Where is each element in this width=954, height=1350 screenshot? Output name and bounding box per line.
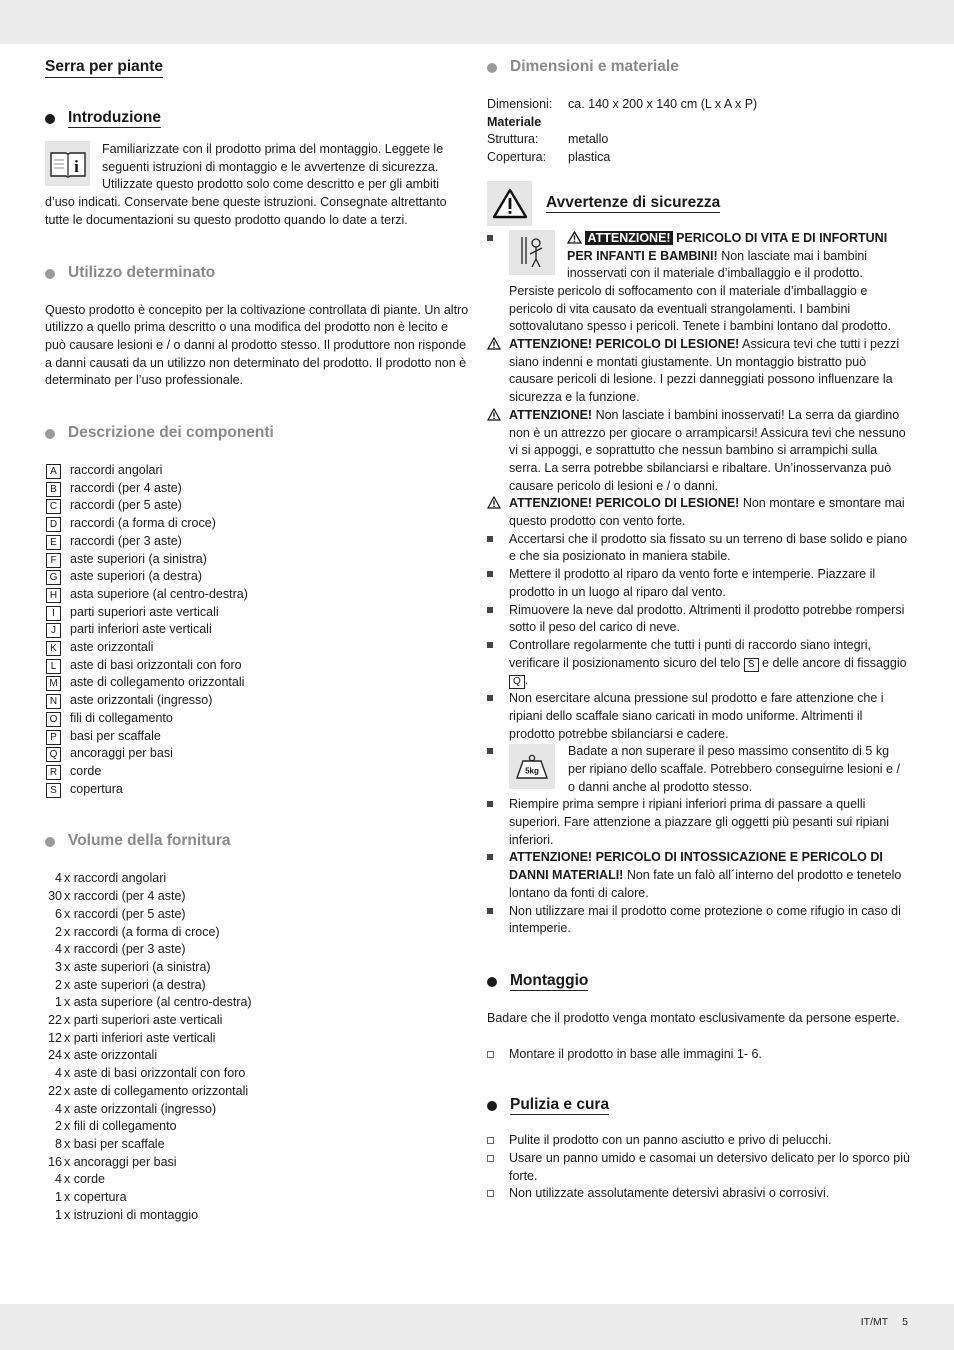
delivery-label: x aste superiori (a destra) <box>64 977 206 992</box>
quantity: 1 <box>55 1190 62 1205</box>
component-item <box>45 657 470 675</box>
quantity: 1 <box>55 995 62 1010</box>
component-key: G <box>46 570 61 585</box>
quantity: 2 <box>55 1119 62 1134</box>
safety-item-weight: 5kg Badate a non superare il peso massimo consentito di 5 kg per ripiano dello scaffale. Potrebbero conseguirne lesioni e / o danni anche al prodotto stesso. <box>487 743 910 796</box>
component-label: raccordi angolari <box>70 463 163 478</box>
component-label: raccordi (per 4 aste) <box>70 480 182 495</box>
pulizia-heading: Pulizia e cura <box>487 1096 910 1114</box>
component-label: aste orizzontali <box>70 640 154 655</box>
delivery-item <box>45 1154 470 1172</box>
component-key: Q <box>46 747 61 762</box>
component-item <box>45 462 470 480</box>
delivery-item <box>45 959 470 977</box>
component-item <box>45 604 470 622</box>
quantity: 3 <box>55 959 62 974</box>
delivery-item <box>45 1012 470 1030</box>
component-label: fili di collegamento <box>70 710 173 725</box>
delivery-label: x aste di collegamento orizzontali <box>64 1083 249 1098</box>
safety-item: ATTENZIONE! PERICOLO DI INTOSSICAZIONE E PERICOLO DI DANNI MATERIALI! Non fate un falò all´interno del prodotto e tenetelo lontano da fonti di calore. <box>487 849 910 902</box>
component-label: aste di basi orizzontali con foro <box>70 657 242 672</box>
component-key: R <box>46 765 61 780</box>
page-title: Serra per piante <box>45 58 163 78</box>
child-icon <box>509 230 555 275</box>
montaggio-heading: Montaggio <box>487 972 910 990</box>
delivery-label: x corde <box>64 1172 105 1187</box>
component-key: K <box>46 641 61 656</box>
warning-children: ATTENZIONE! PERICOLO DI VITA E DI INFORTUNI PER INFANTI E BAMBINI! Non lasciate mai i bambini inosservati con il materiale d’imballaggio e il prodotto. Persiste pericolo di soffocamento con il materiale d’imballaggio e pericolo di vita causato da eventuali strangolamenti. I bambini sottovalutano spesso i pericoli. Tenete i bambini lontano dal prodotto. <box>487 230 910 336</box>
delivery-item <box>45 1136 470 1154</box>
component-item <box>45 480 470 498</box>
component-key: H <box>46 588 61 603</box>
component-label: raccordi (a forma di croce) <box>70 516 216 531</box>
delivery-label: x aste di basi orizzontali con foro <box>64 1066 246 1081</box>
delivery-label: x raccordi (per 3 aste) <box>64 942 186 957</box>
component-label: ancoraggi per basi <box>70 746 173 761</box>
cleaning-list <box>487 1132 910 1203</box>
intro-section <box>45 141 470 230</box>
component-item <box>45 621 470 639</box>
right-column <box>487 58 910 1203</box>
component-item <box>45 692 470 710</box>
delivery-label: x aste orizzontali (ingresso) <box>64 1101 217 1116</box>
safety-item: Rimuovere la neve dal prodotto. Altrimenti il prodotto potrebbe rompersi sotto il peso del carico di neve. <box>487 602 910 637</box>
safety-item: Riempire prima sempre i ripiani inferiori prima di passare a quelli superiori. Fare attenzione a piazzare gli oggetti più pesanti sui ripiani inferiori. <box>487 796 910 849</box>
delivery-item <box>45 1083 470 1101</box>
component-item <box>45 586 470 604</box>
bullet-square <box>487 235 493 241</box>
quantity: 12 <box>48 1030 62 1045</box>
delivery-item <box>45 941 470 959</box>
warning-lesione-1: ATTENZIONE! PERICOLO DI LESIONE! Assicura tevi che tutti i pezzi siano indenni e montati giustamente. Un montaggio bistratto può causare pericoli di lesione. I pezzi danneggiati possono influenzare la sicurezza e la funzione. <box>487 336 910 407</box>
delivery-item <box>45 977 470 995</box>
component-item <box>45 763 470 781</box>
svg-text:5kg: 5kg <box>525 766 539 776</box>
uso-text: Questo prodotto è concepito per la coltivazione controllata di piante. Un altro utilizzo a quello prima descritto o una modifica del prodotto non è lecito e può causare lesioni e / o danni al prodotto stesso. Il produttore non risponde a danni causati da un utilizzo non determinato del prodotto. Il prodotto non è determinato per l’uso professionale. <box>45 302 469 388</box>
delivery-item <box>45 994 470 1012</box>
component-item <box>45 710 470 728</box>
component-label: corde <box>70 763 102 778</box>
component-key: C <box>46 499 61 514</box>
info-book-icon <box>45 141 90 186</box>
warning-icon <box>487 181 532 226</box>
component-label: raccordi (per 5 aste) <box>70 498 182 513</box>
component-label: aste superiori (a sinistra) <box>70 551 207 566</box>
component-item <box>45 497 470 515</box>
component-key: L <box>46 659 61 674</box>
copertura-row: Copertura: plastica <box>487 150 611 165</box>
component-key: S <box>46 783 61 798</box>
quantity: 8 <box>55 1136 62 1151</box>
montaggio-step: Montare il prodotto in base alle immagini 1- 6. <box>487 1046 910 1064</box>
component-item <box>45 568 470 586</box>
warning-triangle-icon <box>487 496 501 509</box>
quantity: 30 <box>48 889 62 904</box>
safety-item: Non esercitare alcuna pressione sul prodotto e fare attenzione che i ripiani dello scaffale siano caricati in modo uniforme. Altrimenti il prodotto potrebbe sbilanciarsi e cadere. <box>487 690 910 743</box>
component-key: E <box>46 535 61 550</box>
component-key: A <box>46 464 61 479</box>
delivery-label: x asta superiore (al centro-destra) <box>64 995 252 1010</box>
delivery-label: x copertura <box>64 1190 127 1205</box>
component-item <box>45 745 470 763</box>
quantity: 6 <box>55 906 62 921</box>
safety-item: Accertarsi che il prodotto sia fissato su un terreno di base solido e piano e che sia posizionato in maniera stabile. <box>487 531 910 566</box>
component-label: copertura <box>70 781 123 796</box>
page-number: 5 <box>902 1316 908 1328</box>
quantity: 16 <box>48 1154 62 1169</box>
quantity: 24 <box>48 1048 62 1063</box>
safety-item: Mettere il prodotto al riparo da vento forte e intemperie. Piazzare il prodotto in un luogo al riparo dal vento. <box>487 566 910 601</box>
cleaning-item: Usare un panno umido e casomai un detersivo delicato per lo sporco più forte. <box>487 1150 910 1185</box>
delivery-item <box>45 888 470 906</box>
struttura-row: Struttura: metallo <box>487 132 609 147</box>
component-list <box>45 462 470 798</box>
delivery-label: x aste superiori (a sinistra) <box>64 959 211 974</box>
delivery-item <box>45 1065 470 1083</box>
dimensioni-heading: Dimensioni e materiale <box>487 58 910 76</box>
warning-bambini: ATTENZIONE! Non lasciate i bambini inosservati! La serra da giardino non è un attrezzo per giocare o arrampicarsi! Assicura tevi che nessuno vi si appoggi, e soprattutto che nessun bambino si arrampichi sulla serra. La serra potrebbe sbilanciarsi e ribaltare. Un’inosservanza può causare pericolo di lesioni e / o danni. <box>487 407 910 496</box>
ref-badge: S <box>744 658 759 672</box>
weight-icon <box>509 744 555 789</box>
bottom-bar <box>0 1304 954 1350</box>
dim-row: Dimensioni: ca. 140 x 200 x 140 cm (L x A x P) <box>487 97 758 111</box>
cleaning-item: Non utilizzate assolutamente detersivi abrasivi o corrosivi. <box>487 1185 910 1203</box>
component-key: I <box>46 606 61 621</box>
component-key: F <box>46 553 61 568</box>
delivery-item <box>45 1189 470 1207</box>
delivery-list <box>45 870 470 1224</box>
delivery-label: x istruzioni di montaggio <box>64 1207 199 1222</box>
delivery-item <box>45 1030 470 1048</box>
delivery-item <box>45 1118 470 1136</box>
component-key: O <box>46 712 61 727</box>
quantity: 22 <box>48 1013 62 1028</box>
quantity: 2 <box>55 924 62 939</box>
component-label: basi per scaffale <box>70 728 161 743</box>
componenti-heading: Descrizione dei componenti <box>45 424 470 442</box>
delivery-label: x raccordi (per 5 aste) <box>64 906 186 921</box>
cleaning-item: Pulite il prodotto con un panno asciutto e privo di pelucchi. <box>487 1132 910 1150</box>
component-label: aste superiori (a destra) <box>70 569 203 584</box>
delivery-item <box>45 1047 470 1065</box>
component-label: aste di collegamento orizzontali <box>70 675 245 690</box>
intro-heading: Introduzione <box>45 109 470 127</box>
quantity: 1 <box>55 1207 62 1222</box>
left-column <box>45 58 470 1224</box>
warning-triangle-icon <box>567 231 582 244</box>
component-label: aste orizzontali (ingresso) <box>70 693 213 708</box>
quantity: 22 <box>48 1083 62 1098</box>
delivery-label: x parti superiori aste verticali <box>64 1013 223 1028</box>
warning-lesione-2: ATTENZIONE! PERICOLO DI LESIONE! Non montare e smontare mai questo prodotto con vento forte. <box>487 495 910 530</box>
delivery-label: x ancoraggi per basi <box>64 1154 177 1169</box>
quantity: 4 <box>55 942 62 957</box>
delivery-label: x raccordi (per 4 aste) <box>64 889 186 904</box>
component-label: asta superiore (al centro-destra) <box>70 586 248 601</box>
component-label: parti superiori aste verticali <box>70 604 219 619</box>
component-key: M <box>46 676 61 691</box>
sicurezza-heading-row <box>487 181 910 226</box>
delivery-label: x aste orizzontali <box>64 1048 158 1063</box>
safety-item: Non utilizzare mai il prodotto come protezione o come rifugio in caso di intemperie. <box>487 903 910 938</box>
delivery-label: x basi per scaffale <box>64 1136 165 1151</box>
component-item <box>45 728 470 746</box>
delivery-item <box>45 1101 470 1119</box>
page-footer <box>847 1316 908 1328</box>
top-bar <box>0 0 954 44</box>
delivery-label: x raccordi angolari <box>64 871 167 886</box>
component-item <box>45 533 470 551</box>
component-item <box>45 674 470 692</box>
component-label: raccordi (per 3 aste) <box>70 533 182 548</box>
delivery-item <box>45 1171 470 1189</box>
warning-triangle-icon <box>487 337 501 350</box>
delivery-item <box>45 870 470 888</box>
component-key: P <box>46 730 61 745</box>
uso-heading: Utilizzo determinato <box>45 264 470 282</box>
delivery-label: x fili di collegamento <box>64 1119 177 1134</box>
component-key: B <box>46 482 61 497</box>
quantity: 4 <box>55 1066 62 1081</box>
delivery-item <box>45 906 470 924</box>
materiale-label: Materiale <box>487 114 542 129</box>
component-key: J <box>46 623 61 638</box>
delivery-item <box>45 1207 470 1225</box>
quantity: 4 <box>55 1172 62 1187</box>
warning-triangle-icon <box>487 408 501 421</box>
delivery-label: x parti inferiori aste verticali <box>64 1030 216 1045</box>
component-item <box>45 781 470 799</box>
component-item <box>45 551 470 569</box>
volume-heading: Volume della fornitura <box>45 832 470 850</box>
intro-text: Familiarizzate con il prodotto prima del montaggio. Leggete le seguenti istruzioni di montaggio e le avvertenze di sicurezza. Utilizzate questo prodotto solo come descritto e per gli ambiti d’uso indicati. Conservate bene queste istruzioni. Consegnate altrettanto tutte le documentazioni su questo prodotto quando lo date a terzi. <box>45 142 447 227</box>
language-code: IT/MT <box>860 1316 889 1328</box>
component-key: D <box>46 517 61 532</box>
bullet-dot <box>45 114 55 124</box>
montaggio-text: Badare che il prodotto venga montato esclusivamente da persone esperte. <box>487 1010 900 1025</box>
quantity: 2 <box>55 977 62 992</box>
quantity: 4 <box>55 871 62 886</box>
component-item <box>45 515 470 533</box>
ref-badge: Q <box>509 675 525 689</box>
component-label: parti inferiori aste verticali <box>70 622 212 637</box>
delivery-item <box>45 924 470 942</box>
attention-label: ATTENZIONE! <box>587 230 671 245</box>
component-item <box>45 639 470 657</box>
quantity: 4 <box>55 1101 62 1116</box>
component-key: N <box>46 694 61 709</box>
svg-text:i: i <box>73 156 79 176</box>
sicurezza-heading: Avvertenze di sicurezza <box>546 194 721 212</box>
safety-item: Controllare regolarmente che tutti i punti di raccordo siano integri, verificare il posizionamento sicuro del telo S e delle ancore di fissaggio Q . <box>487 637 910 690</box>
delivery-label: x raccordi (a forma di croce) <box>64 924 220 939</box>
